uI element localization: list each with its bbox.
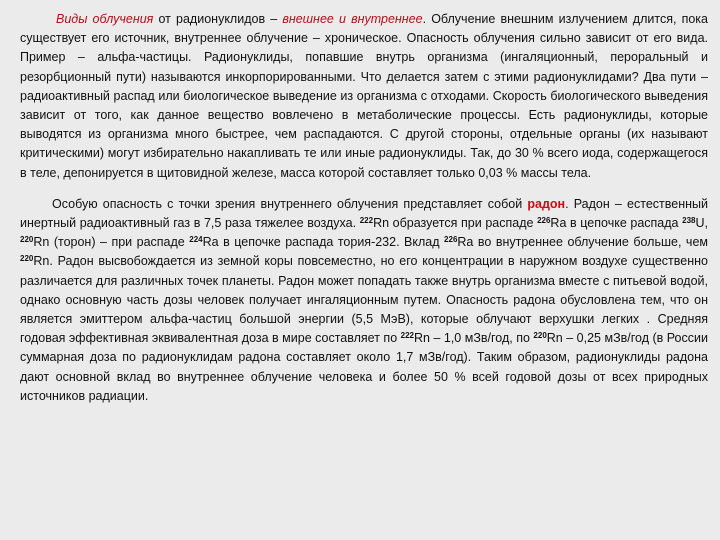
isotope-mass-number: 226 [537,216,551,226]
paragraph-text: Ra в цепочке распада тория-232. Вклад [202,235,445,250]
paragraph-irradiation-types [20,10,708,183]
isotope-mass-number: 220 [533,331,547,341]
term-external-internal: внешнее и внутреннее [282,12,423,26]
isotope-mass-number: 222 [400,331,414,341]
paragraph-text: . Облучение внешним излучением длится, пока существует его источник, внутреннее облучение – хроническое. Опасность облучения сильно зависит от его вида. Пример – альфа-частицы. Радионуклиды, попавшие внутрь организма (ингаляционный, пероральный и резорбционный пути) называются инкорпорированными. Что делается затем с этими радионуклидами? Два пути – радиоактивный распад или биологическое выведение из организма с отходами. Скорость биологического выведения зависит от того, как данное вещество вовлечено в метаболические процессы. Есть радионуклиды, которые выводятся из организма много быстрее, чем распадаются. С другой стороны, отдельные органы (их называют критическими) могут избирательно накапливать те или иные радионуклиды. Так, до 30 % всего иода, содержащегося в теле, депонируется в щитовидной железе, масса которой составляет только 0,03 % массы тела. [20,12,708,180]
paragraph-text: от радионуклидов – [153,12,283,26]
paragraph-text: Rn (торон) – при распаде [33,235,190,250]
paragraph-text: Rn. Радон высвобождается из земной коры повсеместно, но его концентрации в наружном воздухе существенно различается для различных точек планеты. Радон может попадать также внутрь организма вместе с питьевой водой, однако основную часть дозы человек получает ингаляционным путем. Опасность радона обусловлена тем, что он является эмиттером альфа-частиц большой энергии (5,5 МэВ), которые облучают верхушки легких . Средняя годовая эффективная эквивалентная доза в мире составляет по [20,254,708,346]
paragraph-text: . Радон – естественный инертный радиоактивный газ в 7,5 раза тяжелее воздуха. [20,196,708,231]
paragraph-text: Rn – 0,25 мЗв/год (в России суммарная доза по радионуклидам радона составляет около 1,7 мЗв/год). Таким образом, радионуклиды радона дают основной вклад во внутреннее облучение человека и более 50 % всей годовой дозы от всех природных источников радиации. [20,331,708,403]
term-irradiation-types: Виды облучения [56,12,154,26]
isotope-mass-number: 238 [682,216,696,226]
paragraph-text: Особую опасность с точки зрения внутреннего облучения представляет собой [52,196,528,211]
paragraph-text: Rn образуется при распаде [373,216,538,231]
isotope-mass-number: 226 [444,235,458,245]
isotope-mass-number: 220 [20,235,34,245]
isotope-mass-number: 224 [189,235,203,245]
paragraph-text: Ra в цепочке распада [550,216,683,231]
isotope-mass-number: 220 [20,254,34,264]
term-radon: радон [527,196,566,211]
paragraph-text: Rn – 1,0 мЗв/год, по [413,331,534,346]
isotope-mass-number: 222 [359,216,374,226]
paragraph-radon [20,195,708,406]
paragraph-text: U, [695,216,708,231]
paragraph-text: Ra во внутреннее облучение больше, чем [457,235,708,250]
